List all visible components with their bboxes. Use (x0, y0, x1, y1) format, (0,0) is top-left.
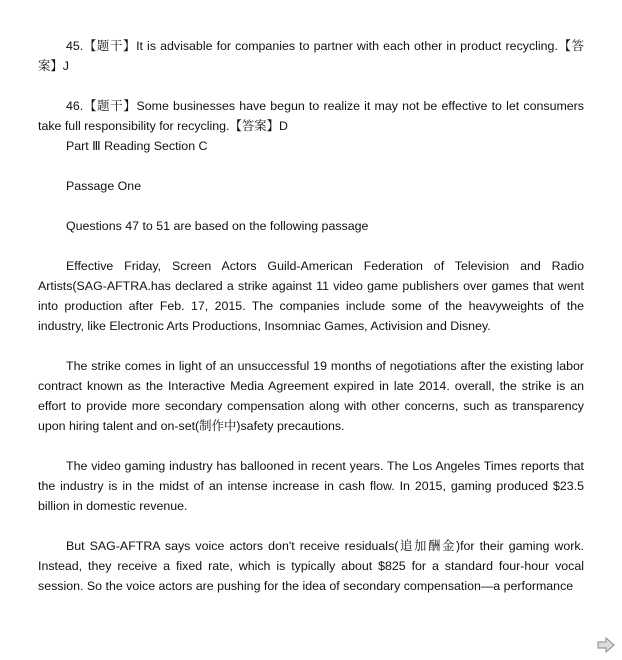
spacer (38, 516, 584, 536)
passage-paragraph-4: But SAG-AFTRA says voice actors don't receive residuals(追加酬金)for their gaming work. Instead, they receive a fixed rate, which is typically about $825 for a standard four-hour vocal session. So the voice actors are pushing for the idea of secondary compensation—a performance (38, 539, 584, 593)
spacer (38, 236, 584, 256)
spacer (38, 196, 584, 216)
spacer (38, 336, 584, 356)
passage-paragraph-2: The strike comes in light of an unsuccessful 19 months of negotiations after the existing labor contract known as the Interactive Media Agreement expired in late 2014. overall, the strike is an effort to provide more secondary compensation along with other concerns, such as transparency upon hiring talent and on-set(制作中)safety precautions. (38, 359, 584, 433)
document-body (38, 36, 584, 596)
spacer (38, 156, 584, 176)
passage-paragraph-1: Effective Friday, Screen Actors Guild-American Federation of Television and Radio Artists(SAG-AFTRA.has declared a strike against 11 video game publishers over games that went into production after Feb. 17, 2015. The companies include some of the heavyweights of the industry, like Electronic Arts Productions, Insomniac Games, Activision and Disney. (38, 259, 584, 333)
question-45: 45.【题干】It is advisable for companies to partner with each other in product recycling.【答案】J (38, 39, 584, 73)
part-heading: Part Ⅲ Reading Section C (66, 139, 208, 153)
passage-paragraph-3: The video gaming industry has ballooned in recent years. The Los Angeles Times reports that the industry is in the midst of an intense increase in cash flow. In 2015, gaming produced $23.5 billion in domestic revenue. (38, 459, 584, 513)
spacer (38, 436, 584, 456)
next-page-arrow-icon[interactable] (596, 636, 616, 654)
question-46: 46.【题干】Some businesses have begun to realize it may not be effective to let consumers take full responsibility for recycling.【答案】D (38, 99, 584, 133)
passage-title: Passage One (66, 179, 142, 193)
spacer (38, 76, 584, 96)
next-page-arrow-icon-svg (596, 636, 616, 654)
questions-intro: Questions 47 to 51 are based on the following passage (66, 219, 369, 233)
